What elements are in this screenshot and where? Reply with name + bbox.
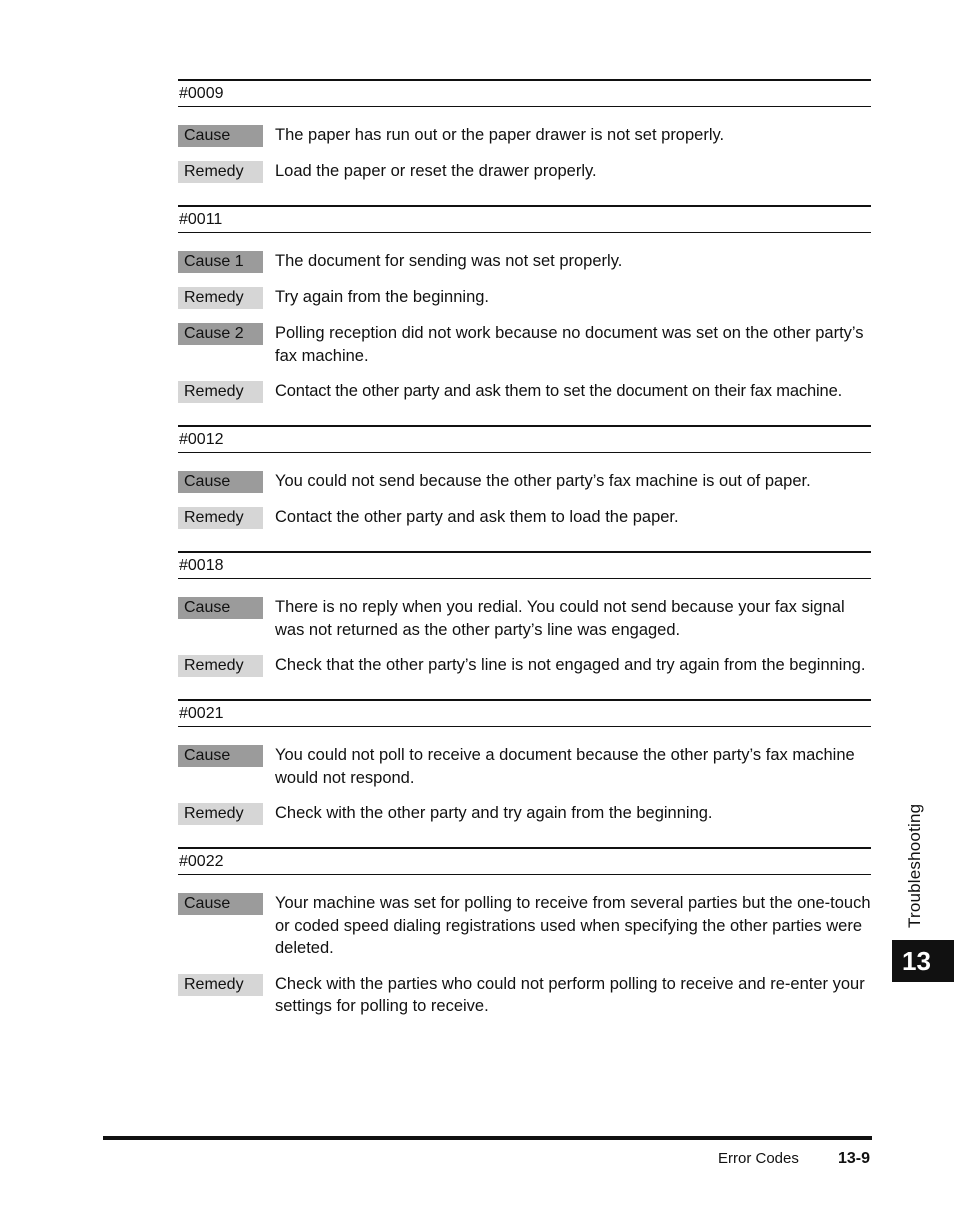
cause-entry — [178, 893, 871, 960]
error-section — [178, 551, 871, 699]
cause-entry — [178, 745, 871, 789]
remedy-label: Remedy — [178, 974, 263, 996]
cause-label: Cause — [178, 125, 263, 147]
remedy-text: Check with the parties who could not perform polling to receive and re-enter your settings for polling to receive. — [275, 974, 865, 1015]
error-code-heading: #0021 — [178, 699, 871, 727]
cause-text: You could not poll to receive a document because the other party’s fax machine would not respond. — [275, 746, 855, 787]
remedy-label: Remedy — [178, 655, 263, 677]
remedy-label: Remedy — [178, 287, 263, 309]
cause-label: Cause — [178, 893, 263, 915]
remedy-label: Remedy — [178, 507, 263, 529]
cause-text: The paper has run out or the paper drawer is not set properly. — [275, 126, 725, 144]
page-number: 13-9 — [838, 1150, 871, 1167]
remedy-text: Check with the other party and try again from the beginning. — [275, 804, 713, 822]
cause-text: The document for sending was not set properly. — [275, 252, 623, 270]
cause-text: You could not send because the other party’s fax machine is out of paper. — [275, 472, 811, 490]
error-code-heading: #0011 — [178, 205, 871, 233]
cause-label: Cause — [178, 597, 263, 619]
cause-entry — [178, 125, 871, 147]
remedy-entry — [178, 803, 871, 825]
error-section — [178, 205, 871, 425]
remedy-label: Remedy — [178, 161, 263, 183]
remedy-entry — [178, 287, 871, 309]
cause-text: Your machine was set for polling to receive from several parties but the one-touch or coded speed dialing registrations used when specifying the other parties were deleted. — [275, 894, 871, 957]
error-section — [178, 79, 871, 205]
remedy-entry — [178, 507, 871, 529]
remedy-text: Try again from the beginning. — [275, 288, 490, 306]
remedy-text: Contact the other party and ask them to set the document on their fax machine. — [275, 382, 843, 400]
remedy-entry — [178, 161, 871, 183]
cause-label: Cause — [178, 745, 263, 767]
error-section — [178, 847, 871, 1040]
chapter-number: 13 — [902, 945, 931, 976]
cause-text: Polling reception did not work because no document was set on the other party’s fax machine. — [275, 324, 864, 365]
error-section — [178, 699, 871, 847]
error-code-heading: #0012 — [178, 425, 871, 453]
cause-label: Cause 2 — [178, 323, 263, 345]
remedy-text: Check that the other party’s line is not engaged and try again from the beginning. — [275, 656, 866, 674]
footer-divider — [103, 1136, 872, 1140]
error-code-heading: #0022 — [178, 847, 871, 875]
remedy-label: Remedy — [178, 803, 263, 825]
remedy-text: Load the paper or reset the drawer properly. — [275, 162, 597, 180]
cause-text: There is no reply when you redial. You could not send because your fax signal was not returned as the other party’s line was engaged. — [275, 598, 845, 639]
side-tab-label: Troubleshooting — [905, 803, 924, 928]
remedy-label: Remedy — [178, 381, 263, 403]
remedy-entry — [178, 381, 871, 403]
cause-entry — [178, 597, 871, 641]
cause-entry — [178, 323, 871, 367]
remedy-text: Contact the other party and ask them to load the paper. — [275, 508, 679, 526]
error-code-heading: #0009 — [178, 79, 871, 107]
error-code-heading: #0018 — [178, 551, 871, 579]
chapter-tab — [892, 940, 954, 982]
error-section — [178, 425, 871, 551]
cause-label: Cause — [178, 471, 263, 493]
cause-entry — [178, 471, 871, 493]
cause-entry — [178, 251, 871, 273]
footer-section-title: Error Codes — [718, 1150, 799, 1167]
error-code-list — [178, 79, 871, 1040]
remedy-entry — [178, 974, 871, 1018]
remedy-entry — [178, 655, 871, 677]
cause-label: Cause 1 — [178, 251, 263, 273]
